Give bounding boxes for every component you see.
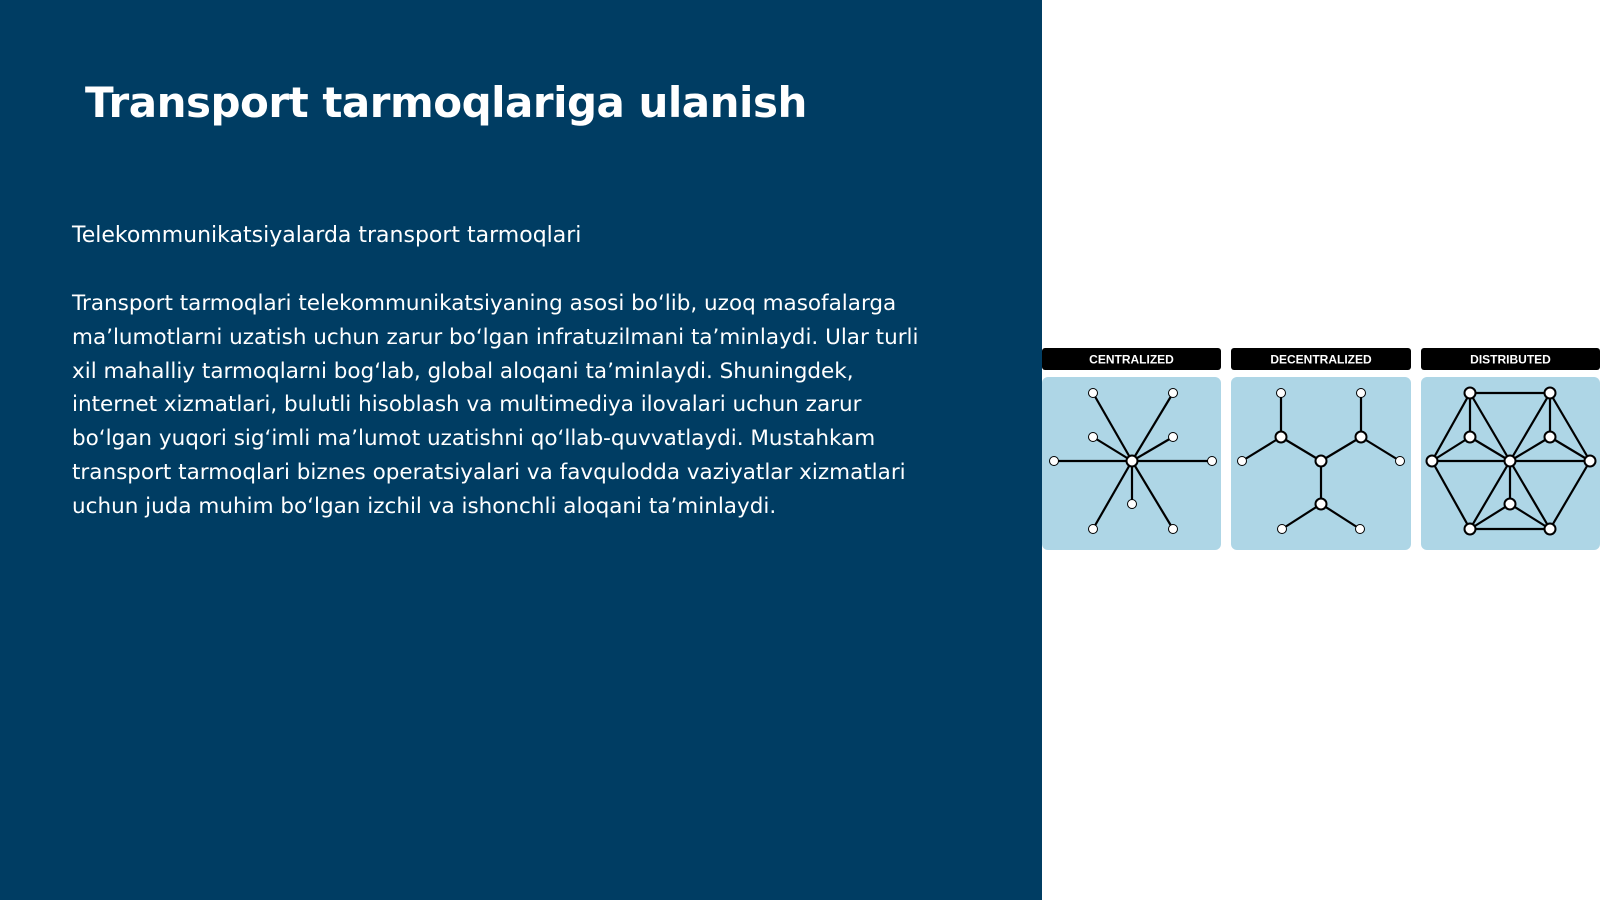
distributed-panel (1421, 348, 1600, 550)
centralized-label: CENTRALIZED (1089, 352, 1174, 367)
slide-title: Transport tarmoqlariga ulanish (85, 78, 807, 127)
decentralized-label: DECENTRALIZED (1270, 352, 1372, 367)
slide-body-text: Transport tarmoqlari telekommunikatsiyaning asosi bo‘lib, uzoq masofalarga ma’lumotlarni uzatish uchun zarur bo‘lgan infratuzilmani ta’minlaydi. Ular turli xil mahalliy tarmoqlarni bog‘lab, global aloqani ta’minlaydi. Shuningdek, internet xizmatlari, bulutli hisoblash va multimediya ilovalari uchun zarur bo‘lgan yuqori sig‘imli ma’lumot uzatishni qo‘llab-quvvatlaydi. Mustahkam transport tarmoqlari biznes operatsiyalari va favqulodda vaziyatlar xizmatlari uchun juda muhim bo‘lgan izchil va ishonchli aloqani ta’minlaydi. (72, 291, 919, 519)
network-topology-figure (1042, 348, 1600, 553)
distributed-label: DISTRIBUTED (1470, 352, 1551, 367)
slide-subtitle: Telekommunikatsiyalarda transport tarmoqlari (72, 223, 582, 248)
decentralized-panel (1231, 348, 1411, 550)
centralized-panel (1042, 348, 1221, 550)
